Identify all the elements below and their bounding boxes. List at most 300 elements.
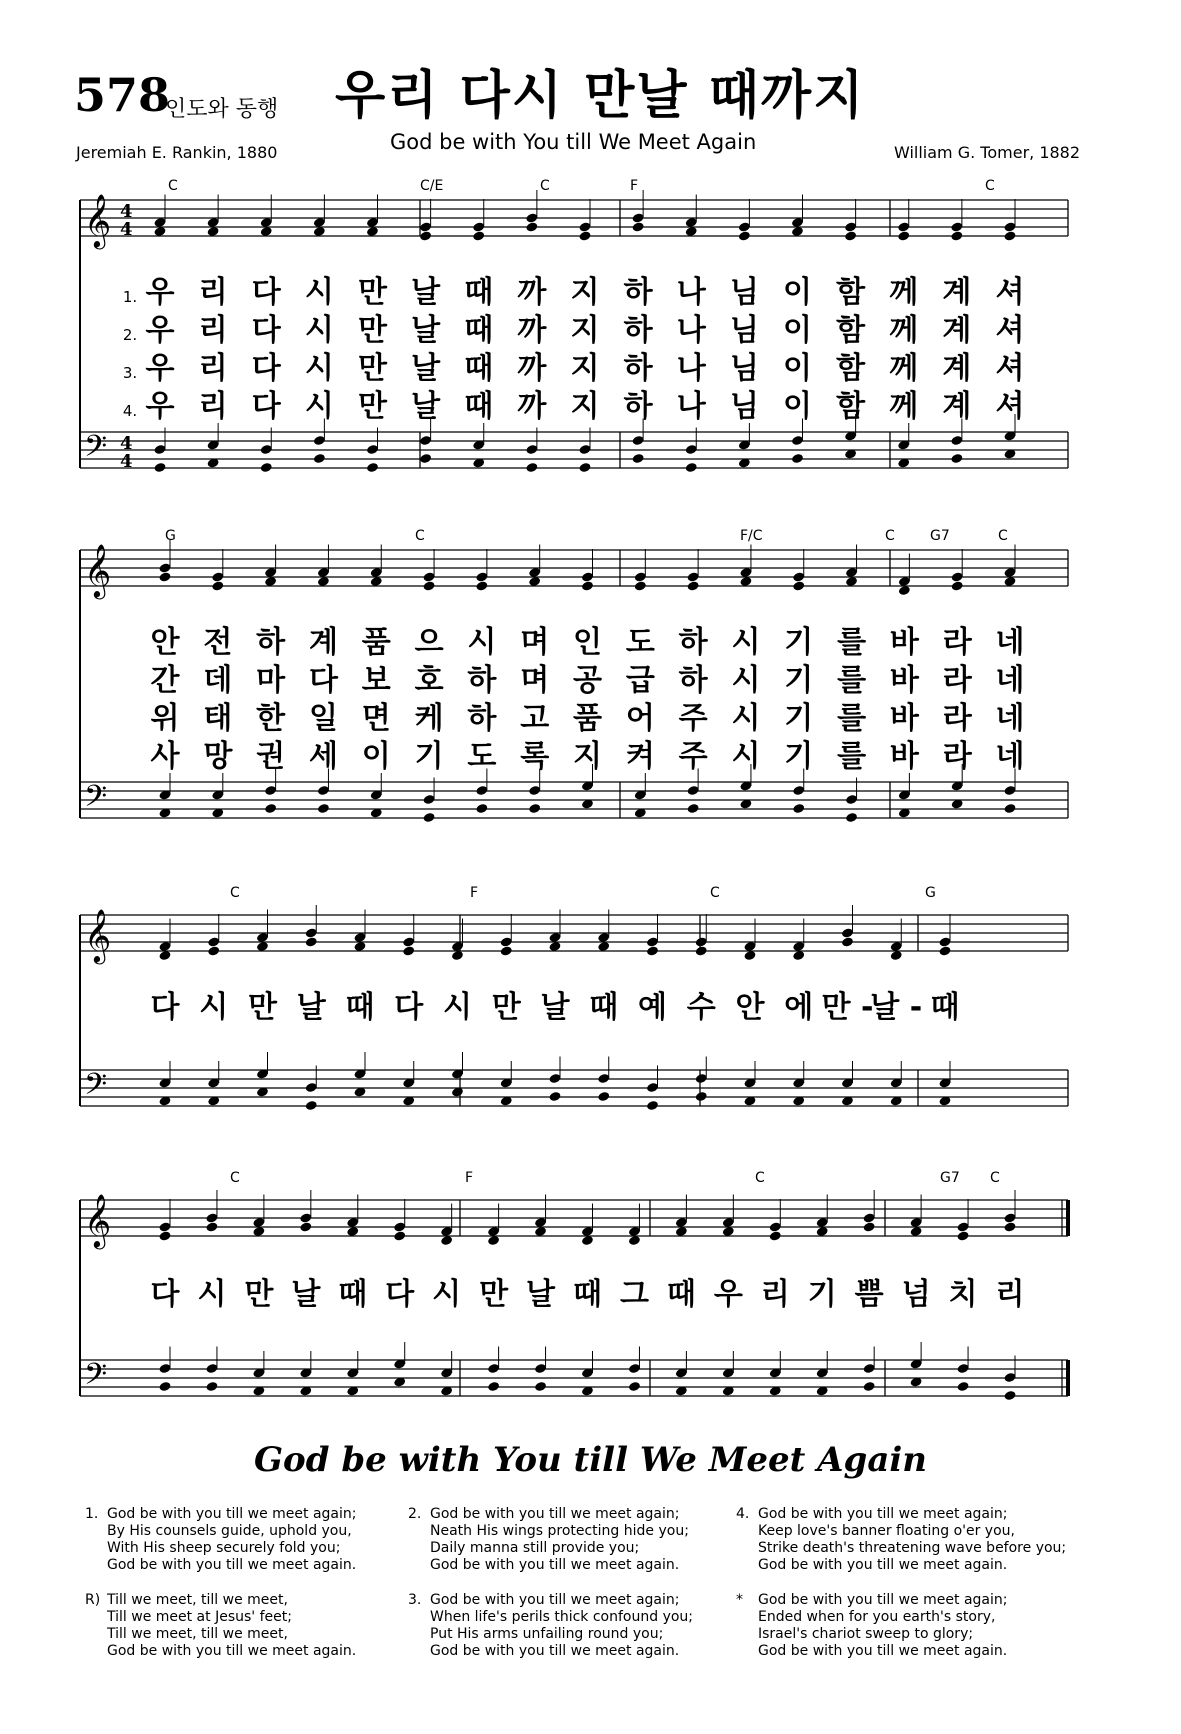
lyric-syllable: 켜	[625, 739, 655, 774]
lyric-syllable: 하	[623, 389, 653, 424]
lyric-syllable: 시	[731, 663, 761, 698]
note-head-icon	[581, 580, 594, 591]
note-head-icon	[792, 580, 805, 591]
lyric-syllable: 날	[411, 389, 441, 424]
chord-symbol: G7	[930, 528, 950, 544]
bass-staff	[80, 1052, 1068, 1111]
lyric-syllable: 리	[198, 389, 228, 424]
note-head-icon	[305, 936, 318, 947]
lyric-syllable: 다	[150, 990, 180, 1025]
time-signature-bottom: 4	[120, 451, 133, 472]
note-head-icon	[597, 1091, 610, 1102]
lyric-syllable: 기	[784, 701, 814, 736]
lyric-syllable: 함	[836, 275, 866, 310]
chord-symbol: C	[710, 885, 720, 901]
lyric-syllable: 도	[625, 625, 655, 660]
music-system-4	[0, 1140, 1181, 1430]
lyric-syllable: 도	[467, 739, 497, 774]
lyric-syllable: 라	[942, 625, 972, 660]
note-head-icon	[260, 462, 273, 473]
lyric-syllable: 면	[361, 701, 391, 736]
verse-line: God be with you till we meet again.	[758, 1643, 1008, 1659]
lyric-syllable: 만 -	[821, 990, 874, 1025]
music-system-3	[0, 865, 1181, 1135]
lyric-syllable: 어	[625, 701, 655, 736]
lyric-syllable: 시	[731, 701, 761, 736]
lyric-syllable: 넘	[901, 1277, 931, 1312]
lyric-syllable: 께	[889, 313, 919, 348]
lyric-syllable: 계	[308, 625, 338, 660]
lyric-syllable: 때	[464, 313, 494, 348]
english-refrain	[85, 1592, 356, 1660]
lyric-syllable: 전	[203, 625, 233, 660]
lyric-line	[0, 351, 1181, 394]
bass-clef-icon: 𝄢	[84, 430, 108, 471]
lyric-syllable: 까	[517, 313, 547, 348]
verse-line: God be with you till we meet again.	[107, 1643, 357, 1659]
lyric-syllable: 기	[807, 1277, 837, 1312]
lyric-syllable: 지	[573, 739, 602, 774]
chord-symbol: C	[415, 528, 425, 544]
lyric-syllable: 만	[358, 389, 387, 424]
note-head-icon	[897, 230, 910, 241]
note-head-icon	[950, 453, 963, 464]
lyric-syllable: 만	[358, 313, 387, 348]
lyric-syllable: 권	[256, 739, 286, 774]
verse-line: Daily manna still provide you;	[430, 1540, 640, 1556]
note-head-icon	[419, 230, 432, 241]
lyric-syllable: 케	[414, 701, 444, 736]
lyric-syllable: 시	[199, 990, 229, 1025]
bass-clef-icon: 𝄢	[84, 1358, 108, 1399]
lyric-syllable: 그	[619, 1277, 649, 1312]
lyric-syllable: 님	[729, 351, 759, 386]
lyric-syllable: 만	[244, 1277, 274, 1312]
lyric-syllable: 네	[995, 739, 1025, 774]
lyric-syllable: 때	[338, 1277, 368, 1312]
verse-line: Keep love's banner floating o'er you,	[758, 1523, 1015, 1539]
verse-line: When life's perils thick confound you;	[430, 1609, 694, 1625]
note-head-icon	[841, 936, 854, 947]
note-head-icon	[578, 462, 591, 473]
note-head-icon	[158, 1230, 171, 1241]
chord-symbol: C	[885, 528, 895, 544]
lyric-syllable: 리	[198, 313, 228, 348]
lyric-syllable: 계	[942, 389, 972, 424]
chord-symbol: G7	[940, 1170, 960, 1186]
composer-credit: William G. Tomer, 1882	[894, 143, 1081, 162]
note-head-icon	[1003, 1221, 1016, 1232]
lyric-syllable: 를	[837, 625, 867, 660]
lyric-syllable: 때	[464, 351, 494, 386]
lyric-line	[0, 739, 1181, 782]
lyric-syllable: 보	[361, 663, 391, 698]
lyric-syllable: 네	[995, 625, 1025, 660]
lyric-syllable: 이	[361, 739, 391, 774]
lyric-syllable: 시	[731, 739, 761, 774]
verse-line: Put His arms unfailing round you;	[430, 1626, 664, 1642]
lyric-syllable: 쁨	[854, 1277, 884, 1312]
note-head-icon	[632, 453, 645, 464]
note-head-icon	[845, 812, 858, 823]
lyric-syllable: 세	[308, 739, 338, 774]
note-head-icon	[419, 453, 432, 464]
lyric-syllable: 까	[517, 389, 547, 424]
note-head-icon	[500, 945, 513, 956]
lyric-syllable: 다	[394, 990, 424, 1025]
treble-clef-icon: 𝄞	[84, 908, 112, 962]
lyric-syllable: 날	[411, 351, 441, 386]
lyric-syllable: 네	[995, 701, 1025, 736]
time-signature-top: 4	[120, 433, 133, 454]
lyric-syllable: 우	[145, 351, 175, 386]
lyric-syllable: 기	[784, 739, 814, 774]
chord-symbol: G	[925, 885, 936, 901]
note-head-icon	[687, 580, 700, 591]
lyric-syllable: 지	[570, 313, 600, 348]
note-head-icon	[685, 462, 698, 473]
lyric-syllable: 셔	[995, 313, 1025, 348]
note-head-icon	[844, 230, 857, 241]
lyric-syllable: 일	[308, 701, 338, 736]
lyric-syllable: 에	[784, 990, 814, 1025]
hymn-header	[0, 0, 1181, 160]
lyric-syllable: 시	[432, 1277, 462, 1312]
english-verse-3	[408, 1592, 693, 1660]
verse-number: 1.	[122, 288, 138, 306]
lyric-syllable: 며	[520, 625, 550, 660]
lyric-syllable: 하	[678, 625, 708, 660]
lyric-syllable: 태	[203, 701, 233, 736]
lyric-syllable: 계	[942, 275, 972, 310]
chord-symbol: C	[168, 178, 178, 194]
lyric-syllable: 날	[526, 1277, 556, 1312]
verse-label: 3.	[408, 1592, 422, 1608]
lyric-syllable: 리	[995, 1277, 1025, 1312]
verse-number: 2.	[122, 326, 138, 344]
english-verse-1	[85, 1506, 356, 1574]
lyric-syllable: 만	[358, 351, 387, 386]
note-head-icon	[205, 1221, 218, 1232]
lyric-syllable: 지	[570, 389, 600, 424]
note-head-icon	[475, 580, 488, 591]
note-head-icon	[1003, 1390, 1016, 1401]
treble-clef-icon: 𝄞	[84, 193, 112, 247]
verse-line: God be with you till we meet again;	[430, 1592, 680, 1608]
lyric-syllable: 품	[361, 625, 391, 660]
note-head-icon	[863, 1381, 876, 1392]
note-head-icon	[158, 571, 171, 582]
lyric-line	[0, 1277, 1181, 1320]
lyric-syllable: 시	[197, 1277, 227, 1312]
note-head-icon	[211, 580, 224, 591]
lyric-syllable: 우	[145, 389, 175, 424]
verse-number: 3.	[122, 364, 138, 382]
lyric-syllable: 시	[443, 990, 472, 1025]
treble-staff	[80, 905, 1068, 961]
note-head-icon	[769, 1230, 782, 1241]
lyric-syllable: 께	[889, 275, 919, 310]
lyric-syllable: 나	[676, 275, 706, 310]
english-verse-extra	[736, 1592, 1007, 1660]
note-head-icon	[423, 580, 436, 591]
note-head-icon	[472, 230, 485, 241]
lyric-syllable: 만	[358, 275, 387, 310]
lyric-syllable: 시	[304, 351, 334, 386]
lyric-syllable: 지	[570, 351, 600, 386]
note-head-icon	[646, 945, 659, 956]
lyric-syllable: 때	[666, 1277, 696, 1312]
lyric-syllable: 날 -	[870, 990, 923, 1025]
lyric-syllable: 하	[623, 313, 653, 348]
chord-symbol: C	[540, 178, 550, 194]
lyric-syllable: 리	[760, 1277, 790, 1312]
lyric-syllable: 때	[573, 1277, 602, 1312]
lyric-syllable: 기	[414, 739, 444, 774]
chord-symbol: F	[630, 178, 639, 194]
lyric-line	[0, 389, 1181, 432]
verse-line: Till we meet, till we meet,	[107, 1626, 288, 1642]
treble-staff	[80, 1190, 1068, 1246]
note-head-icon	[578, 230, 591, 241]
verse-line: God be with you till we meet again.	[107, 1557, 357, 1573]
chord-symbol: G	[165, 528, 176, 544]
lyric-syllable: 기	[784, 663, 814, 698]
english-verse-2	[408, 1506, 689, 1574]
chord-symbol: C	[755, 1170, 765, 1186]
treble-clef-icon: 𝄞	[84, 543, 112, 597]
lyric-syllable: 셔	[995, 275, 1025, 310]
chord-symbol: C	[985, 178, 995, 194]
lyric-syllable: 이	[783, 351, 812, 386]
lyric-syllable: 이	[783, 275, 812, 310]
lyric-syllable: 하	[623, 275, 653, 310]
note-head-icon	[525, 462, 538, 473]
lyric-syllable: 함	[836, 389, 866, 424]
note-head-icon	[634, 580, 647, 591]
lyric-syllable: 날	[291, 1277, 321, 1312]
lyric-syllable: 공	[573, 663, 602, 698]
note-head-icon	[950, 230, 963, 241]
lyric-syllable: 록	[520, 739, 550, 774]
hymn-category: 인도와 동행	[165, 97, 279, 122]
verse-label: 1.	[85, 1506, 99, 1522]
lyric-syllable: 날	[296, 990, 326, 1025]
note-head-icon	[632, 221, 645, 232]
note-head-icon	[938, 945, 951, 956]
verse-label: 4.	[736, 1506, 750, 1522]
lyric-syllable: 때	[464, 275, 494, 310]
lyric-syllable: 때	[464, 389, 494, 424]
lyric-syllable: 하	[467, 663, 497, 698]
lyric-syllable: 를	[837, 663, 867, 698]
bass-clef-icon: 𝄢	[84, 1068, 108, 1109]
verse-line: Neath His wings protecting hide you;	[430, 1523, 689, 1539]
lyric-syllable: 위	[150, 701, 180, 736]
lyric-syllable: 만	[248, 990, 277, 1025]
note-head-icon	[957, 1230, 970, 1241]
lyric-syllable: 를	[837, 701, 867, 736]
lyric-syllable: 라	[942, 663, 972, 698]
note-head-icon	[317, 803, 330, 814]
lyric-line	[0, 275, 1181, 318]
verse-line: By His counsels guide, uphold you,	[107, 1523, 352, 1539]
chord-symbol: C	[230, 885, 240, 901]
note-head-icon	[791, 453, 804, 464]
lyric-syllable: 시	[304, 389, 334, 424]
note-head-icon	[475, 803, 488, 814]
lyric-syllable: 바	[889, 625, 919, 660]
lyric-syllable: 계	[942, 351, 972, 386]
lyric-syllable: 날	[411, 313, 441, 348]
english-verse-4	[736, 1506, 1066, 1574]
verse-line: With His sheep securely fold you;	[107, 1540, 341, 1556]
verse-line: God be with you till we meet again;	[430, 1506, 680, 1522]
verse-line: God be with you till we meet again.	[758, 1557, 1008, 1573]
lyric-syllable: 우	[145, 313, 175, 348]
lyric-syllable: 바	[889, 663, 919, 698]
note-head-icon	[534, 1381, 547, 1392]
lyric-syllable: 나	[676, 313, 706, 348]
lyric-syllable: 네	[995, 663, 1025, 698]
chord-symbol: F	[465, 1170, 474, 1186]
lyric-syllable: 날	[411, 275, 441, 310]
hymn-number: 578	[74, 68, 171, 122]
lyric-line	[0, 313, 1181, 356]
lyric-syllable: 함	[836, 351, 866, 386]
note-head-icon	[695, 1091, 708, 1102]
lyric-syllable: 께	[889, 351, 919, 386]
note-head-icon	[205, 1381, 218, 1392]
treble-staff	[80, 190, 1068, 242]
lyric-syllable: 다	[251, 389, 281, 424]
lyric-syllable: 우	[713, 1277, 743, 1312]
lyric-syllable: 다	[308, 663, 338, 698]
lyric-syllable: 시	[304, 275, 334, 310]
lyric-syllable: 까	[517, 275, 547, 310]
lyric-syllable: 셔	[995, 351, 1025, 386]
note-head-icon	[264, 803, 277, 814]
note-head-icon	[158, 1381, 171, 1392]
note-head-icon	[1003, 230, 1016, 241]
music-system-1	[0, 170, 1181, 490]
lyric-line	[0, 990, 1181, 1033]
chord-symbol: C	[998, 528, 1008, 544]
lyric-syllable: 께	[889, 389, 919, 424]
note-head-icon	[863, 1221, 876, 1232]
chord-symbol: C/E	[420, 178, 444, 194]
verse-line: God be with you till we meet again;	[758, 1506, 1008, 1522]
lyric-syllable: 치	[948, 1277, 978, 1312]
lyric-syllable: 님	[729, 389, 759, 424]
lyric-syllable: 망	[203, 739, 233, 774]
lyric-syllable: 나	[676, 351, 706, 386]
lyric-syllable: 호	[414, 663, 444, 698]
verse-line: God be with you till we meet again;	[107, 1506, 357, 1522]
lyric-syllable: 수	[686, 990, 716, 1025]
verse-label: 2.	[408, 1506, 422, 1522]
chord-symbol: C	[990, 1170, 1000, 1186]
lyric-syllable: 지	[570, 275, 600, 310]
lyric-syllable: 날	[540, 990, 570, 1025]
english-title: God be with You till We Meet Again	[254, 1440, 927, 1480]
lyric-syllable: 함	[836, 313, 866, 348]
note-head-icon	[695, 945, 708, 956]
lyric-syllable: 며	[520, 663, 550, 698]
note-head-icon	[738, 230, 751, 241]
note-head-icon	[402, 945, 415, 956]
treble-staff	[80, 540, 1068, 596]
lyric-syllable: 안	[150, 625, 180, 660]
lyric-syllable: 라	[942, 701, 972, 736]
verse-label: *	[736, 1592, 743, 1608]
bass-staff	[80, 1342, 1068, 1401]
treble-clef-icon: 𝄞	[84, 1193, 112, 1247]
chord-symbol: F	[470, 885, 479, 901]
verse-line: Strike death's threatening wave before you;	[758, 1540, 1067, 1556]
lyric-line	[0, 625, 1181, 668]
lyric-syllable: 한	[256, 701, 286, 736]
note-head-icon	[792, 803, 805, 814]
lyric-syllable: 리	[198, 351, 228, 386]
lyric-syllable: 주	[678, 739, 708, 774]
note-head-icon	[423, 812, 436, 823]
lyric-syllable: 다	[251, 313, 281, 348]
lyric-syllable: 하	[467, 701, 497, 736]
lyric-syllable: 까	[517, 351, 547, 386]
lyric-syllable: 나	[676, 389, 706, 424]
note-head-icon	[1003, 803, 1016, 814]
lyric-syllable: 바	[889, 701, 919, 736]
lyric-syllable: 다	[150, 1277, 180, 1312]
lyric-syllable: 우	[145, 275, 175, 310]
lyric-syllable: 고	[520, 701, 550, 736]
lyric-syllable: 시	[467, 625, 497, 660]
chord-symbol: C	[230, 1170, 240, 1186]
note-head-icon	[525, 221, 538, 232]
lyric-syllable: 라	[942, 739, 972, 774]
bass-clef-icon: 𝄢	[84, 780, 108, 821]
lyric-syllable: 사	[150, 739, 180, 774]
lyric-syllable: 다	[251, 351, 281, 386]
lyric-syllable: 하	[678, 663, 708, 698]
lyric-syllable: 안	[735, 990, 765, 1025]
verse-line: God be with you till we meet again;	[758, 1592, 1008, 1608]
verse-line: Till we meet, till we meet,	[107, 1592, 288, 1608]
note-head-icon	[153, 462, 166, 473]
note-head-icon	[299, 1221, 312, 1232]
music-system-2	[0, 510, 1181, 830]
lyric-syllable: 주	[678, 701, 708, 736]
note-head-icon	[207, 945, 220, 956]
note-head-icon	[687, 803, 700, 814]
lyric-syllable: 때	[930, 990, 960, 1025]
note-head-icon	[313, 453, 326, 464]
lyric-syllable: 이	[783, 313, 812, 348]
lyric-syllable: 데	[203, 663, 233, 698]
lyric-syllable: 인	[573, 625, 602, 660]
lyric-syllable: 이	[783, 389, 812, 424]
note-head-icon	[628, 1381, 641, 1392]
lyric-syllable: 다	[385, 1277, 415, 1312]
lyric-syllable: 님	[729, 313, 759, 348]
lyric-syllable: 만	[491, 990, 521, 1025]
note-head-icon	[393, 1230, 406, 1241]
lyric-syllable: 시	[731, 625, 761, 660]
lyric-syllable: 리	[198, 275, 228, 310]
chord-symbol: F/C	[740, 528, 763, 544]
lyric-syllable: 만	[479, 1277, 509, 1312]
